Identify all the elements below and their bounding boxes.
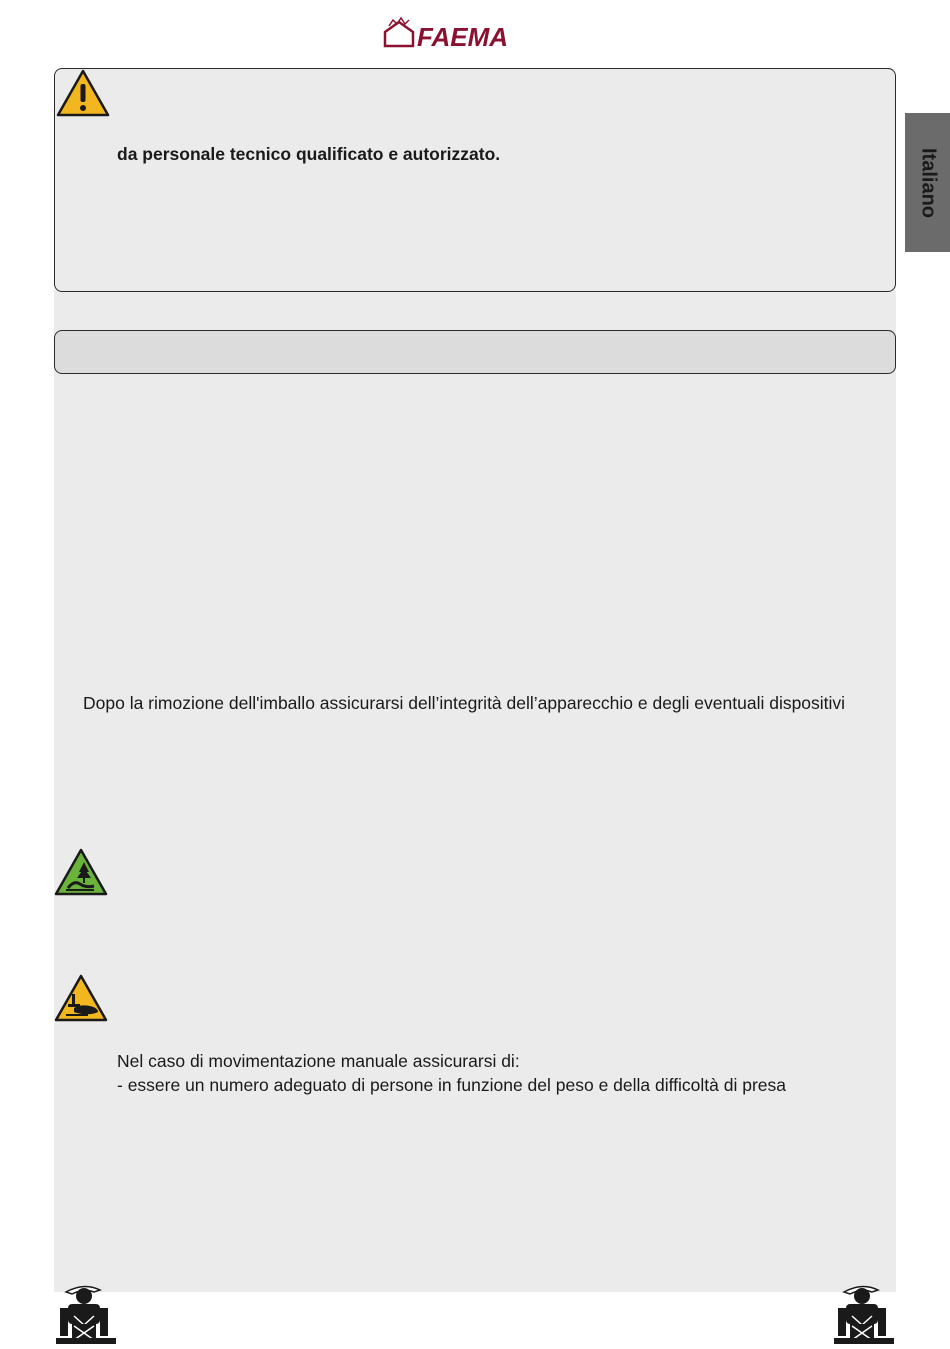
hand-crush-warning-icon bbox=[54, 974, 108, 1027]
unpacking-paragraph: Dopo la rimozione dell'imballo assicurarsi dell’integrità dell’apparecchio e degli eventuali dispositivi bbox=[83, 693, 846, 713]
warning-text: da personale tecnico qualificato e autorizzato. bbox=[117, 144, 501, 164]
worker-lifting-icon-right bbox=[832, 1282, 896, 1349]
language-tab[interactable] bbox=[905, 113, 950, 252]
brand-logo bbox=[383, 16, 568, 50]
warning-exclamation-icon bbox=[56, 69, 110, 122]
brand-name: FAEMA bbox=[417, 22, 508, 50]
language-tab-label: Italiano bbox=[917, 147, 939, 218]
faema-logo-mark bbox=[383, 16, 568, 50]
environment-warning-icon bbox=[54, 848, 108, 901]
manual-handling-item-1: - essere un numero adeguato di persone in funzione del peso e della difficoltà di presa bbox=[117, 1075, 787, 1095]
content-background bbox=[54, 290, 896, 1292]
section-header-bar bbox=[54, 330, 896, 374]
worker-lifting-icon-left bbox=[54, 1282, 118, 1349]
manual-handling-intro: Nel caso di movimentazione manuale assicurarsi di: bbox=[117, 1051, 520, 1071]
warning-box bbox=[54, 68, 896, 292]
